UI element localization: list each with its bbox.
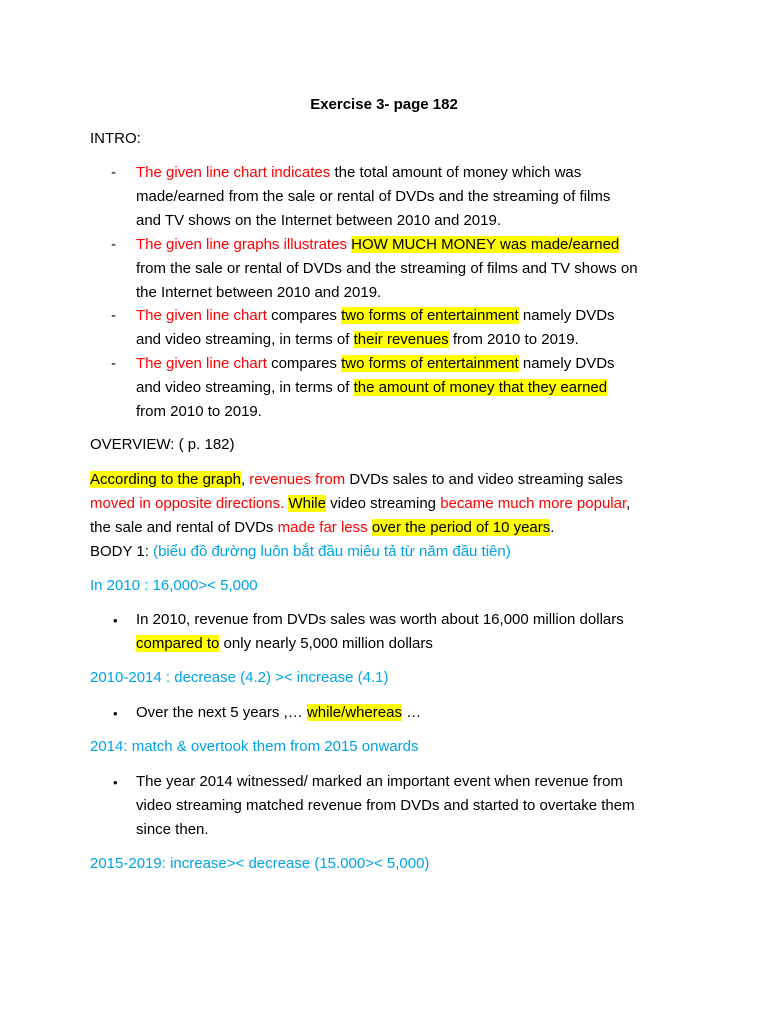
highlight-phrase: two forms of entertainment [341, 307, 519, 324]
intro-item-1-line-2: made/earned from the sale or rental of DVDs and the streaming of films [136, 188, 611, 205]
highlight-phrase: According to the graph [90, 471, 241, 488]
highlight-phrase: The given line chart [136, 355, 267, 372]
body1-heading [90, 542, 511, 562]
highlight-phrase: over the period of 10 years [371, 519, 551, 536]
highlight-phrase: compared to [136, 635, 220, 652]
list-dash: - [111, 236, 116, 253]
bullet-icon: • [113, 775, 118, 790]
body1-bullet-3-line-2: video streaming matched revenue from DVDs and started to overtake them [136, 797, 635, 814]
intro-item-3-line-2 [136, 330, 579, 350]
text-run: and video streaming, in terms of [136, 379, 354, 396]
body1-bullet-2 [136, 703, 421, 723]
body1-bullet-1-line-1: In 2010, revenue from DVDs sales was worth about 16,000 million dollars [136, 611, 624, 628]
text-run: from 2010 to 2019. [448, 331, 579, 348]
list-dash: - [111, 355, 116, 372]
overview-line-3 [90, 518, 554, 538]
text-run: , [626, 495, 631, 512]
text-run: , [240, 471, 250, 488]
intro-item-2-line-1 [136, 235, 619, 255]
body1-subheading-1: In 2010 : 16,000>< 5,000 [90, 577, 258, 594]
text-run: and video streaming, in terms of [136, 331, 354, 348]
body1-bullet-1-line-2 [136, 634, 433, 654]
text-run: only nearly 5,000 million dollars [219, 635, 433, 652]
text-run: … [401, 704, 422, 721]
intro-heading: INTRO: [90, 130, 141, 147]
intro-item-1-line-1 [136, 163, 581, 183]
text-run: namely DVDs [518, 355, 615, 372]
highlight-phrase: HOW MUCH MONEY was made/earned [351, 236, 620, 253]
highlight-phrase: made far less [277, 519, 368, 536]
highlight-phrase: The given line graphs illustrates [136, 236, 347, 253]
intro-item-4-line-2 [136, 378, 607, 398]
highlight-phrase: The given line chart [136, 307, 267, 324]
list-dash: - [111, 307, 116, 324]
bullet-icon: • [113, 706, 118, 721]
overview-heading: OVERVIEW: ( p. 182) [90, 436, 235, 453]
bullet-icon: • [113, 613, 118, 628]
highlight-phrase: their revenues [353, 331, 449, 348]
list-dash: - [111, 164, 116, 181]
text-run: . [550, 519, 555, 536]
overview-line-2 [90, 494, 630, 514]
body1-note: (biểu đồ đường luôn bắt đầu miêu tả từ năm đầu tiên) [153, 543, 511, 560]
intro-item-4-line-1 [136, 354, 615, 374]
text-run: BODY 1: [90, 543, 154, 560]
text-run: the sale and rental of DVDs [90, 519, 278, 536]
highlight-phrase: two forms of entertainment [341, 355, 519, 372]
text-run: compares [266, 355, 342, 372]
text-run: video streaming [325, 495, 441, 512]
body1-bullet-3-line-1: The year 2014 witnessed/ marked an important event when revenue from [136, 773, 623, 790]
body1-subheading-2: 2010-2014 : decrease (4.2) >< increase (4.1) [90, 669, 389, 686]
highlight-phrase: The given line chart indicates [136, 164, 331, 181]
highlight-phrase: revenues from [249, 471, 346, 488]
intro-item-3-line-1 [136, 306, 615, 326]
intro-item-2-line-3: the Internet between 2010 and 2019. [136, 284, 382, 301]
body1-subheading-3: 2014: match & overtook them from 2015 onwards [90, 738, 419, 755]
overview-line-1 [90, 470, 623, 490]
highlight-phrase: moved in opposite directions. [90, 495, 285, 512]
text-run: the total amount of money which was [330, 164, 582, 181]
highlight-phrase: while/whereas [306, 704, 402, 721]
highlight-phrase: the amount of money that they earned [353, 379, 608, 396]
highlight-phrase: became much more popular [440, 495, 627, 512]
body1-subheading-4: 2015-2019: increase>< decrease (15.000>< 5,000) [90, 855, 430, 872]
text-run: namely DVDs [518, 307, 615, 324]
body1-bullet-3-line-3: since then. [136, 821, 209, 838]
text-run: compares [266, 307, 342, 324]
page-title: Exercise 3- page 182 [310, 96, 458, 113]
intro-item-1-line-3: and TV shows on the Internet between 2010 and 2019. [136, 212, 501, 229]
highlight-phrase: While [288, 495, 326, 512]
intro-item-4-line-3: from 2010 to 2019. [136, 403, 262, 420]
text-run: DVDs sales to and video streaming sales [345, 471, 623, 488]
intro-item-2-line-2: from the sale or rental of DVDs and the streaming of films and TV shows on [136, 260, 638, 277]
text-run: Over the next 5 years ,… [136, 704, 307, 721]
